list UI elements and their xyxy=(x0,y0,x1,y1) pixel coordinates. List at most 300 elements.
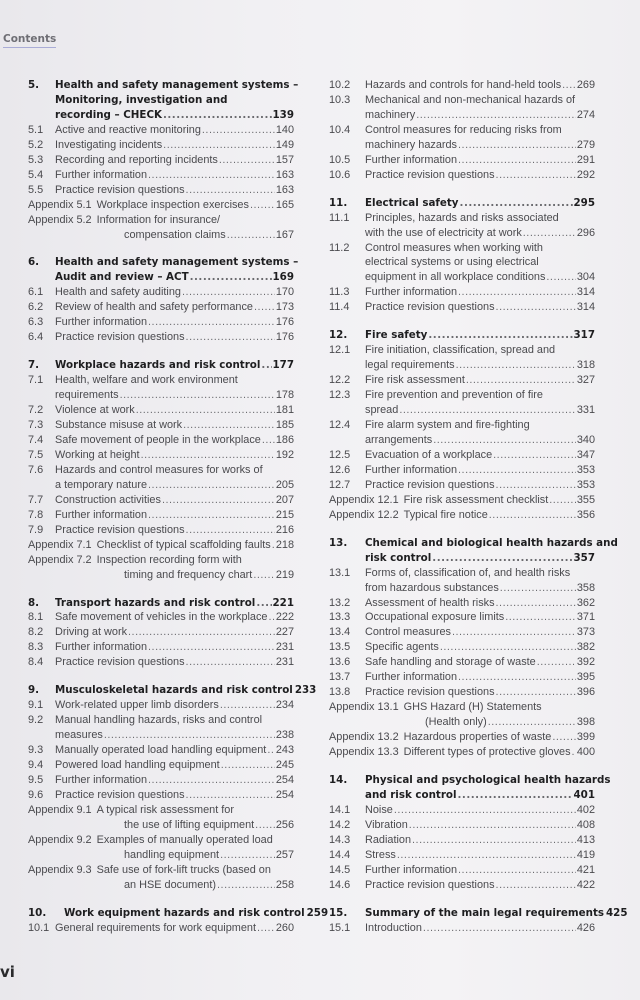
entry-title: arrangements xyxy=(365,433,433,446)
section-number: 9.6 xyxy=(28,788,44,801)
page-ref: 291 xyxy=(576,153,595,166)
page-ref: 257 xyxy=(275,848,294,861)
section-number: 8.3 xyxy=(28,641,44,654)
section-entry[interactable] xyxy=(28,153,294,168)
toc-line xyxy=(55,463,294,478)
section-entry[interactable] xyxy=(28,788,294,803)
section-entry[interactable] xyxy=(329,863,595,878)
section-number: 7.6 xyxy=(28,463,44,476)
section-number: 14.3 xyxy=(329,833,351,846)
section-number: 5.1 xyxy=(28,123,44,136)
appendix-entry[interactable] xyxy=(28,538,294,553)
toc-line xyxy=(55,300,294,315)
section-entry[interactable] xyxy=(329,123,595,153)
dot-leader xyxy=(458,788,573,803)
section-number: 6.3 xyxy=(28,316,44,329)
section-entry[interactable] xyxy=(329,93,595,123)
dot-leader xyxy=(397,848,576,863)
entry-title: Workplace hazards and risk control xyxy=(55,359,261,372)
section-body xyxy=(55,743,294,758)
page-ref: 347 xyxy=(576,448,595,461)
entry-title: Health and safety management systems – xyxy=(55,79,299,91)
section-entry[interactable] xyxy=(28,610,294,625)
entry-title: Assessment of health risks xyxy=(365,596,495,609)
chapter-number: 15. xyxy=(329,906,348,919)
chapter-title xyxy=(365,196,595,211)
section-entry[interactable] xyxy=(28,508,294,523)
section-entry[interactable] xyxy=(329,241,595,286)
toc-line xyxy=(28,213,294,228)
appendix-body xyxy=(28,538,294,553)
chapter-number: 14. xyxy=(329,773,348,786)
section-body xyxy=(365,478,595,493)
section-body xyxy=(55,373,294,403)
section-entry[interactable] xyxy=(28,921,294,936)
section-number: 6.2 xyxy=(28,301,44,314)
section-entry[interactable] xyxy=(329,168,595,183)
entry-title: Fire safety xyxy=(365,329,428,342)
entry-title: Fire risk assessment checklist xyxy=(403,493,549,506)
section-entry[interactable] xyxy=(329,300,595,315)
chapter-title xyxy=(365,328,595,343)
toc-line xyxy=(365,255,595,270)
chapter-heading[interactable] xyxy=(28,358,294,373)
section-entry[interactable] xyxy=(28,433,294,448)
toc-line xyxy=(365,878,595,893)
entry-title: Control measures xyxy=(365,626,451,639)
page-ref: 245 xyxy=(275,759,294,772)
entry-title: risk control xyxy=(365,551,432,564)
toc-line xyxy=(55,523,294,538)
section-number: 13.4 xyxy=(329,626,351,639)
appendix-entry[interactable] xyxy=(329,508,595,523)
dot-leader xyxy=(120,388,275,403)
section-entry[interactable] xyxy=(28,418,294,433)
section-entry[interactable] xyxy=(329,566,595,596)
entry-title: electrical systems or using electrical xyxy=(365,256,539,269)
toc-line xyxy=(55,123,294,138)
entry-title: Radiation xyxy=(365,833,412,846)
appendix-entry[interactable] xyxy=(28,803,294,833)
section-body xyxy=(365,123,595,153)
chapter-heading[interactable] xyxy=(329,773,611,803)
section-body xyxy=(365,373,595,388)
section-entry[interactable] xyxy=(329,818,595,833)
entry-title: and risk control xyxy=(365,788,457,801)
toc-line xyxy=(28,538,294,553)
appendix-entry[interactable] xyxy=(28,553,294,583)
section-number: 12.1 xyxy=(329,344,351,357)
entry-title: Construction activities xyxy=(55,493,161,506)
chapter-title xyxy=(55,596,294,611)
entry-title: Practice revision questions xyxy=(365,168,495,181)
dot-leader xyxy=(562,78,576,93)
toc-line xyxy=(55,93,294,108)
section-entry[interactable] xyxy=(28,138,294,153)
entry-title: Evacuation of a workplace xyxy=(365,448,493,461)
dot-leader xyxy=(546,270,575,285)
section-number: 12.6 xyxy=(329,463,351,476)
section-body xyxy=(55,640,294,655)
entry-title: handling equipment xyxy=(124,848,220,861)
page-ref: 259 xyxy=(306,906,329,919)
toc-line xyxy=(365,418,595,433)
toc-line xyxy=(329,493,595,508)
page-ref: 357 xyxy=(573,551,595,564)
chapter-title xyxy=(365,906,628,921)
entry-title: compensation claims xyxy=(124,228,226,241)
page-ref: 395 xyxy=(576,671,595,684)
page-ref: 398 xyxy=(576,716,595,729)
section-entry[interactable] xyxy=(28,373,294,403)
section-entry[interactable] xyxy=(329,418,595,448)
toc-line xyxy=(365,848,595,863)
section-entry[interactable] xyxy=(329,153,595,168)
appendix-body xyxy=(28,863,294,893)
appendix-entry[interactable] xyxy=(329,700,595,730)
section-entry[interactable] xyxy=(28,168,294,183)
page-ref: 358 xyxy=(576,581,595,594)
section-entry[interactable] xyxy=(28,493,294,508)
section-number: 14.4 xyxy=(329,848,351,861)
chapter-number: 6. xyxy=(28,256,40,269)
toc-line xyxy=(365,285,595,300)
page-ref: 402 xyxy=(576,803,595,816)
dot-leader xyxy=(409,818,576,833)
section-body xyxy=(365,418,595,448)
section-entry[interactable] xyxy=(28,698,294,713)
page-ref: 373 xyxy=(576,626,595,639)
toc-line xyxy=(365,108,595,123)
entry-title: Safe movement of vehicles in the workplace xyxy=(55,611,268,624)
dot-leader xyxy=(505,610,576,625)
appendix-body xyxy=(329,700,595,730)
section-body xyxy=(365,285,595,300)
section-entry[interactable] xyxy=(329,640,595,655)
section-entry[interactable] xyxy=(28,625,294,640)
toc-line xyxy=(55,153,294,168)
section-number: 13.7 xyxy=(329,671,351,684)
section-number: 9.5 xyxy=(28,773,44,786)
section-entry[interactable] xyxy=(28,463,294,493)
page-ref: 231 xyxy=(275,656,294,669)
page-ref: 419 xyxy=(576,848,595,861)
chapter-heading[interactable] xyxy=(28,255,299,285)
toc-line xyxy=(365,463,595,478)
page-ref: 157 xyxy=(275,153,294,166)
section-entry[interactable] xyxy=(329,285,595,300)
dot-leader xyxy=(186,788,275,803)
dot-leader xyxy=(219,153,275,168)
page-ref: 260 xyxy=(275,921,294,934)
toc-line xyxy=(365,803,595,818)
toc-line xyxy=(55,788,294,803)
toc-line xyxy=(64,906,329,921)
appendix-entry[interactable] xyxy=(28,198,294,213)
section-number: 10.2 xyxy=(329,79,351,91)
section-entry[interactable] xyxy=(329,211,595,241)
toc-line xyxy=(55,388,294,403)
dot-leader xyxy=(489,508,576,523)
section-number: 11.4 xyxy=(329,301,350,314)
toc-line xyxy=(28,568,294,583)
section-entry[interactable] xyxy=(28,403,294,418)
section-entry[interactable] xyxy=(28,713,294,743)
appendix-body xyxy=(28,833,294,863)
section-entry[interactable] xyxy=(329,848,595,863)
section-entry[interactable] xyxy=(28,315,294,330)
chapter-heading[interactable] xyxy=(329,328,595,343)
entry-title: Review of health and safety performance xyxy=(55,301,253,314)
section-entry[interactable] xyxy=(28,743,294,758)
toc-chapter xyxy=(329,328,595,522)
dot-leader xyxy=(500,581,576,596)
section-body xyxy=(55,921,294,936)
entry-title: Further information xyxy=(365,463,458,476)
section-body xyxy=(55,655,294,670)
section-entry[interactable] xyxy=(329,463,595,478)
section-entry[interactable] xyxy=(329,655,595,670)
section-entry[interactable] xyxy=(329,878,595,893)
section-entry[interactable] xyxy=(329,388,595,418)
entry-title: requirements xyxy=(55,389,119,402)
dot-leader xyxy=(458,285,576,300)
page-ref: 400 xyxy=(576,746,595,759)
dot-leader xyxy=(250,198,275,213)
page-ref: 426 xyxy=(576,921,595,934)
appendix-entry[interactable] xyxy=(329,493,595,508)
section-entry[interactable] xyxy=(329,625,595,640)
page-ref: 356 xyxy=(576,508,595,521)
toc-line xyxy=(55,285,294,300)
chapter-heading[interactable] xyxy=(28,596,294,611)
section-number: 7.7 xyxy=(28,493,44,506)
page-ref: 222 xyxy=(275,611,294,624)
entry-title: Typical fire notice xyxy=(403,508,488,521)
chapter-heading[interactable] xyxy=(329,906,628,921)
section-body xyxy=(55,508,294,523)
chapter-title xyxy=(365,773,611,803)
appendix-number: Appendix 13.3 xyxy=(329,746,399,759)
section-body xyxy=(55,285,294,300)
toc-line xyxy=(28,198,294,213)
section-entry[interactable] xyxy=(329,478,595,493)
chapter-heading[interactable] xyxy=(28,906,329,921)
page-ref: 353 xyxy=(576,478,595,491)
dot-leader xyxy=(412,833,576,848)
appendix-entry[interactable] xyxy=(329,730,595,745)
toc-chapter xyxy=(329,536,618,760)
toc-line xyxy=(365,123,595,138)
section-number: 7.9 xyxy=(28,523,44,536)
toc-line xyxy=(365,153,595,168)
section-body xyxy=(55,123,294,138)
page-ref: 254 xyxy=(275,773,294,786)
section-number: 12.7 xyxy=(329,478,351,491)
dot-leader xyxy=(186,330,275,345)
section-number: 11.2 xyxy=(329,241,350,254)
toc-line xyxy=(55,610,294,625)
toc-line xyxy=(55,625,294,640)
dot-leader xyxy=(496,478,576,493)
chapter-number: 10. xyxy=(28,906,47,919)
toc-line xyxy=(329,715,595,730)
toc-line xyxy=(365,241,595,256)
toc-line xyxy=(55,108,294,123)
appendix-entry[interactable] xyxy=(28,833,294,863)
toc-line xyxy=(55,403,294,418)
appendix-body xyxy=(28,553,294,583)
toc-line xyxy=(55,270,294,285)
dot-leader xyxy=(496,300,576,315)
section-body xyxy=(55,183,294,198)
toc-line xyxy=(28,848,294,863)
toc-line xyxy=(365,566,595,581)
toc-line xyxy=(28,863,294,878)
section-number: 14.1 xyxy=(329,803,351,816)
entry-title: Active and reactive monitoring xyxy=(55,123,201,136)
toc-line xyxy=(365,78,595,93)
section-entry[interactable] xyxy=(28,300,294,315)
page-ref: 292 xyxy=(576,168,595,181)
toc-line xyxy=(365,328,595,343)
section-number: 7.3 xyxy=(28,419,44,432)
page-ref: 355 xyxy=(576,493,595,506)
appendix-entry[interactable] xyxy=(329,745,595,760)
toc-line xyxy=(365,270,595,285)
entry-title: Practice revision questions xyxy=(55,523,185,536)
section-entry[interactable] xyxy=(28,523,294,538)
page-ref: 340 xyxy=(576,433,595,446)
toc-line xyxy=(365,211,595,226)
section-entry[interactable] xyxy=(28,330,294,345)
section-entry[interactable] xyxy=(28,448,294,463)
entry-title: Fire initiation, classification, spread and xyxy=(365,344,556,357)
toc-line xyxy=(55,655,294,670)
section-entry[interactable] xyxy=(329,448,595,463)
entry-title: Practice revision questions xyxy=(365,686,495,699)
section-number: 12.3 xyxy=(329,389,351,402)
section-entry[interactable] xyxy=(28,758,294,773)
entry-title: Chemical and biological health hazards and xyxy=(365,536,618,549)
dot-leader xyxy=(428,328,572,343)
section-entry[interactable] xyxy=(329,596,595,611)
dot-leader xyxy=(190,270,272,285)
dot-leader xyxy=(148,773,275,788)
section-entry[interactable] xyxy=(329,803,595,818)
section-entry[interactable] xyxy=(329,610,595,625)
dot-leader xyxy=(458,138,576,153)
section-body xyxy=(55,433,294,448)
section-number: 10.6 xyxy=(329,168,351,181)
chapter-heading[interactable] xyxy=(28,683,317,698)
dot-leader xyxy=(220,698,275,713)
entry-title: Summary of the main legal requirements xyxy=(365,906,605,919)
entry-title: Further information xyxy=(55,316,148,329)
section-entry[interactable] xyxy=(329,78,595,93)
section-number: 12.2 xyxy=(329,374,351,387)
entry-title: Working at height xyxy=(55,448,140,461)
page-ref: 353 xyxy=(576,463,595,476)
page-ref: 362 xyxy=(576,596,595,609)
dot-leader xyxy=(523,226,576,241)
dot-leader xyxy=(399,403,576,418)
toc-line xyxy=(365,138,595,153)
appendix-body xyxy=(28,213,294,243)
dot-leader xyxy=(128,625,275,640)
toc-line xyxy=(365,640,595,655)
page-ref: 425 xyxy=(606,906,628,919)
entry-title: GHS Hazard (H) Statements xyxy=(403,701,542,714)
dot-leader xyxy=(136,403,275,418)
appendix-entry[interactable] xyxy=(28,863,294,893)
page-ref: 304 xyxy=(576,271,595,284)
section-body xyxy=(55,758,294,773)
entry-title: Further information xyxy=(55,508,148,521)
dot-leader xyxy=(267,743,275,758)
section-entry[interactable] xyxy=(329,670,595,685)
entry-title: Musculoskeletal hazards and risk control xyxy=(55,684,293,697)
chapter-heading[interactable] xyxy=(329,196,595,211)
section-number: 12.4 xyxy=(329,419,351,432)
section-entry[interactable] xyxy=(28,123,294,138)
entry-title: Substance misuse at work xyxy=(55,419,183,432)
toc-line xyxy=(55,138,294,153)
page-ref: 317 xyxy=(573,329,595,342)
section-body xyxy=(365,685,595,700)
section-entry[interactable] xyxy=(28,285,294,300)
toc-line xyxy=(55,433,294,448)
toc-line xyxy=(55,255,299,270)
section-entry[interactable] xyxy=(28,183,294,198)
section-entry[interactable] xyxy=(28,773,294,788)
entry-title: Practice revision questions xyxy=(365,301,495,314)
dot-leader xyxy=(458,153,576,168)
section-body xyxy=(55,315,294,330)
section-body xyxy=(55,493,294,508)
section-body xyxy=(365,596,595,611)
chapter-heading[interactable] xyxy=(329,536,618,566)
dot-leader xyxy=(433,433,576,448)
appendix-number: Appendix 9.1 xyxy=(28,803,92,816)
section-body xyxy=(55,300,294,315)
dot-leader xyxy=(432,551,572,566)
toc-line xyxy=(55,168,294,183)
chapter-heading[interactable] xyxy=(28,78,299,123)
toc-line xyxy=(365,478,595,493)
section-entry[interactable] xyxy=(28,640,294,655)
page-ref: 238 xyxy=(275,729,294,742)
page-ref: 170 xyxy=(275,286,294,299)
page-ref: 167 xyxy=(275,228,294,241)
appendix-entry[interactable] xyxy=(28,213,294,243)
page-ref: 186 xyxy=(275,433,294,446)
toc-line xyxy=(55,596,294,611)
section-body xyxy=(55,625,294,640)
entry-title: from hazardous substances xyxy=(365,581,499,594)
section-entry[interactable] xyxy=(329,921,595,936)
section-entry[interactable] xyxy=(28,655,294,670)
section-entry[interactable] xyxy=(329,685,595,700)
section-entry[interactable] xyxy=(329,373,595,388)
page-ref: 274 xyxy=(576,108,595,121)
toc-line xyxy=(55,743,294,758)
toc-line xyxy=(329,730,595,745)
section-entry[interactable] xyxy=(329,833,595,848)
toc-line xyxy=(365,685,595,700)
section-entry[interactable] xyxy=(329,343,595,373)
chapter-title xyxy=(55,358,294,373)
